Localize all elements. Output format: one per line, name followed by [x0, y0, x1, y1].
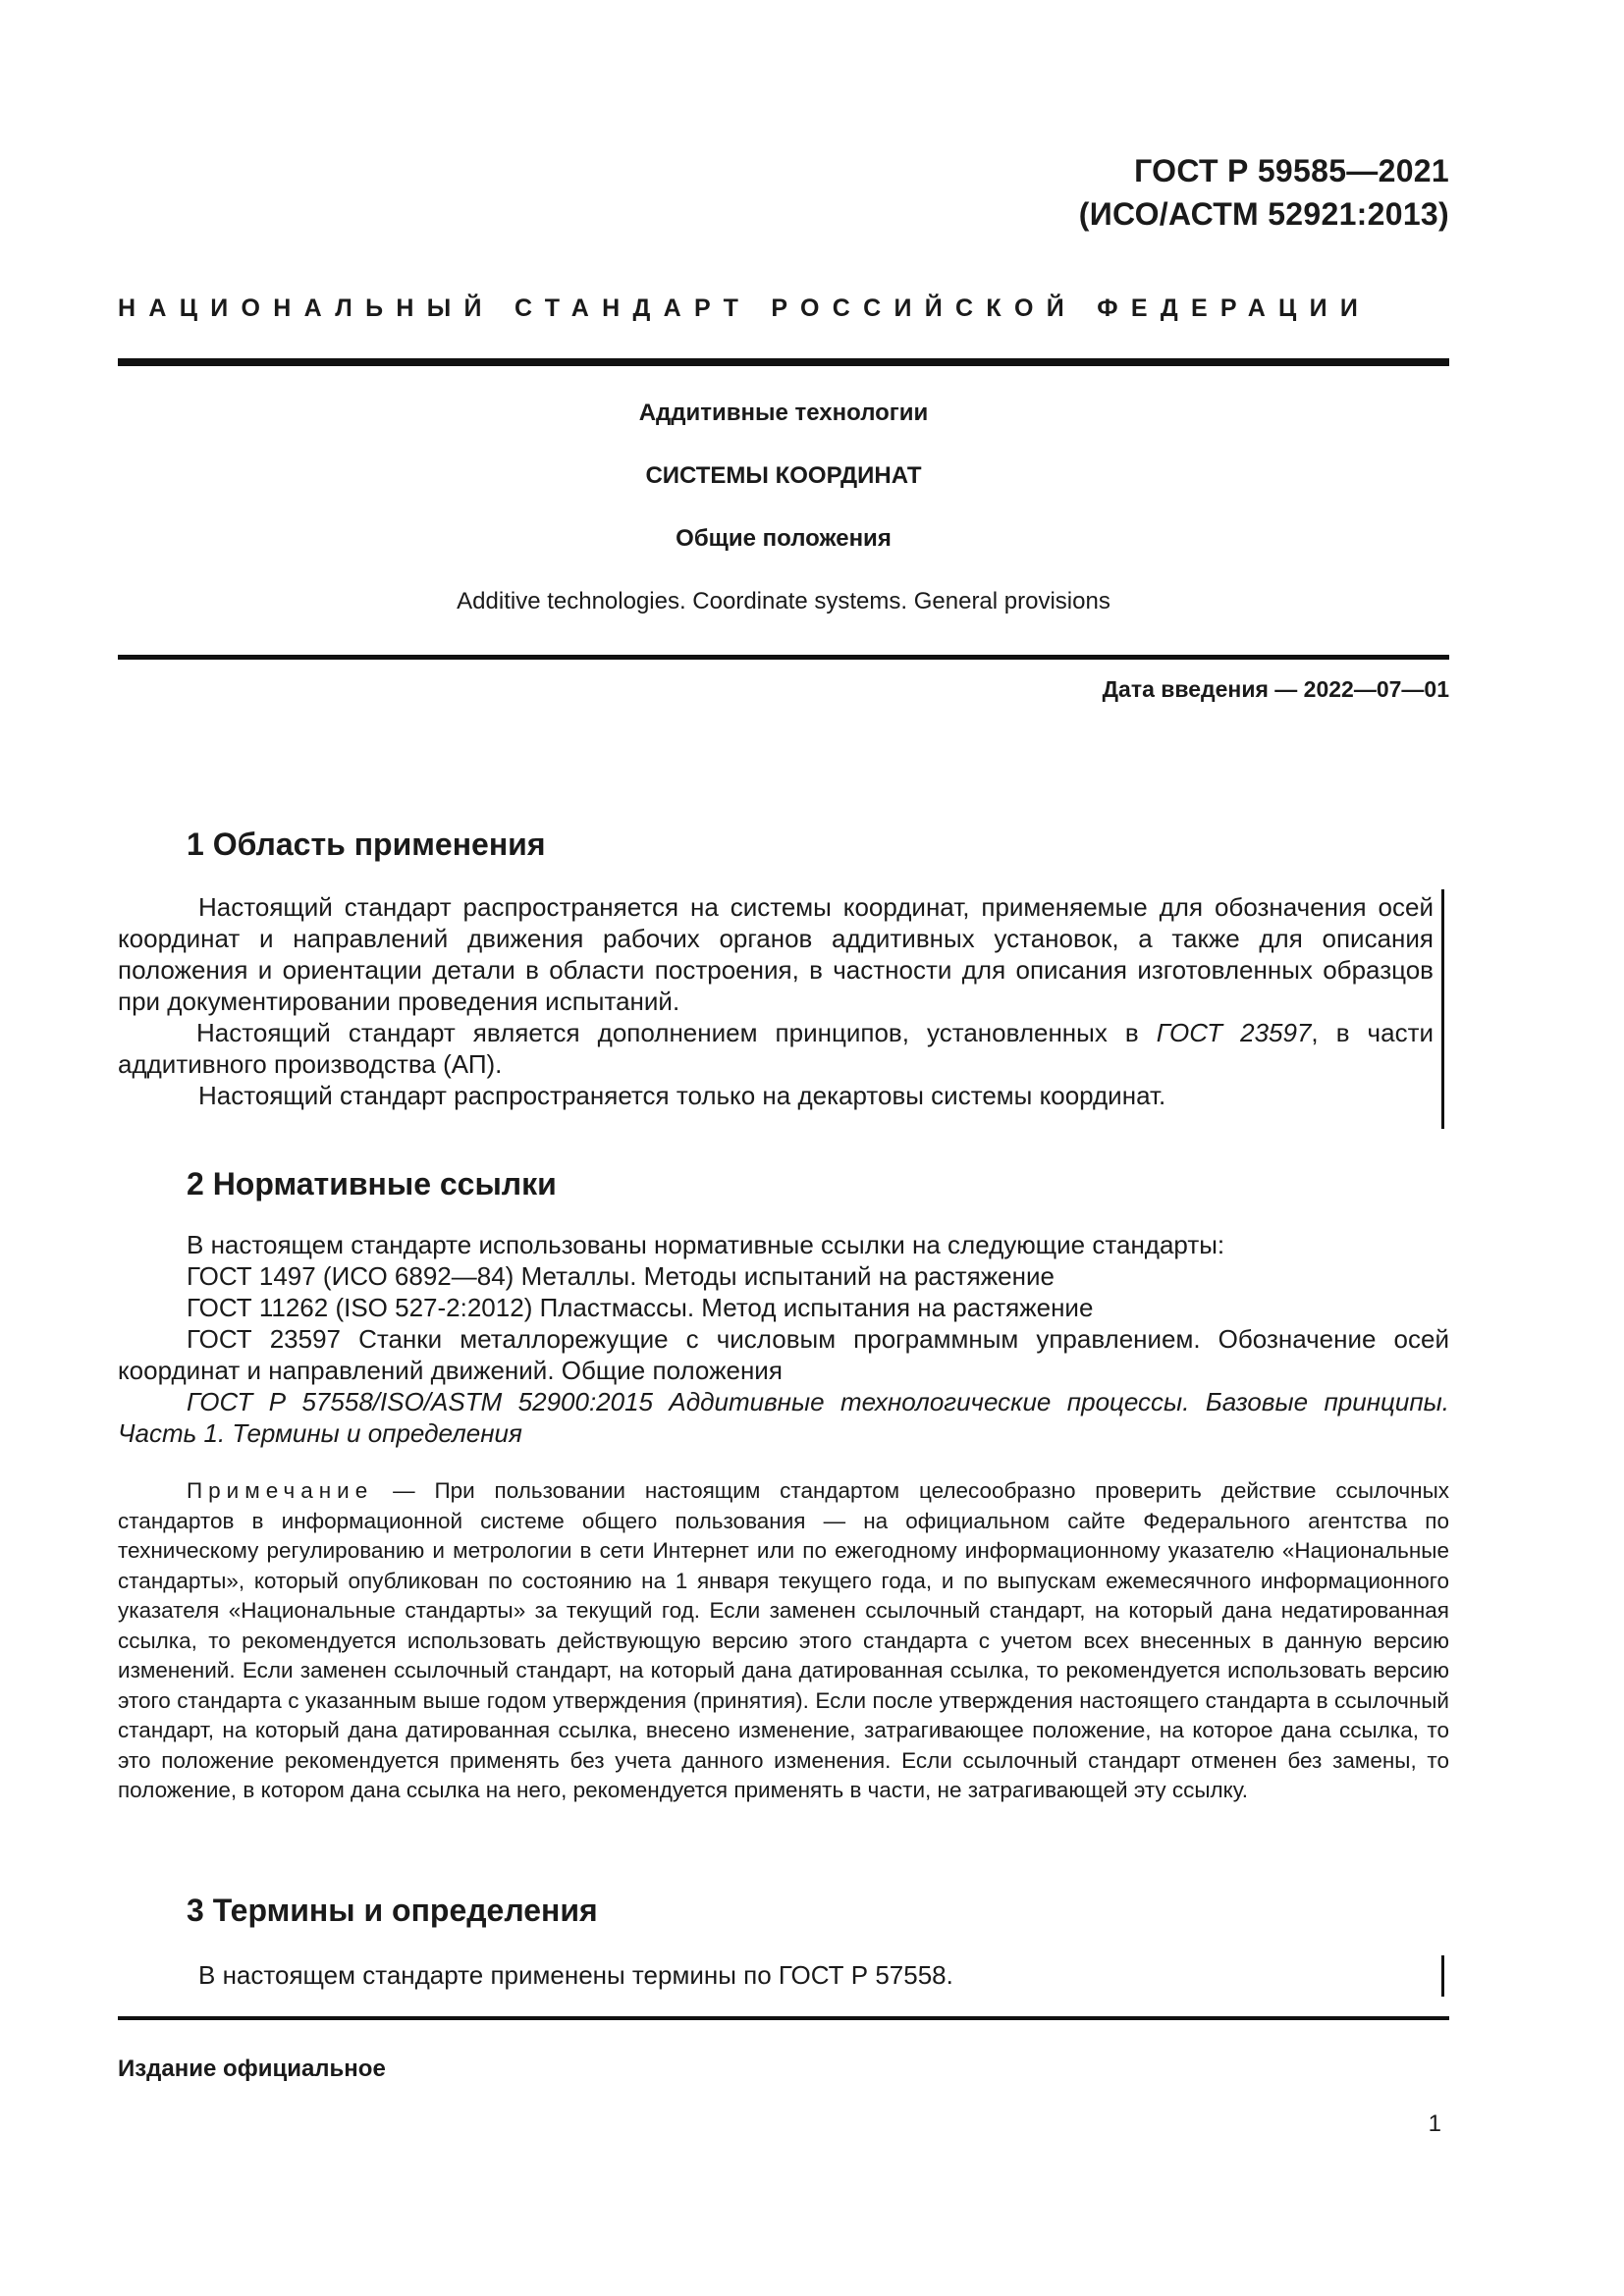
introduction-date: Дата введения — 2022—07—01 — [1102, 676, 1449, 702]
reference-gost-23597: ГОСТ 23597 Станки металлорежущие с числовым программным управлением. Обозначение осей координат и направлений движений. Общие положения — [118, 1324, 1449, 1385]
title-line-1: Аддитивные технологии — [638, 400, 929, 426]
standard-number: ГОСТ Р 59585—2021 — [1134, 153, 1449, 188]
reference-gost-r-57558: ГОСТ Р 57558/ISO/ASTM 52900:2015 Аддитивные технологические процессы. Базовые принципы. Часть 1. Термины и определения — [118, 1387, 1449, 1448]
section-1-paragraph-2-start: Настоящий стандарт является дополнением принципов, установленных в — [196, 1018, 1157, 1047]
section-1-paragraph-1: Настоящий стандарт распространяется на системы координат, применяемые для обозначения осей координат и направлений движения рабочих органов аддитивных установок, а также для описания положения и ориентации детали в области построения, в частности для описания изготовленных образцов при документировании проведения испытаний. — [118, 892, 1434, 1016]
change-bar — [1441, 889, 1444, 1129]
official-edition-label: Издание официальное — [118, 2056, 386, 2082]
section-1-paragraph-3: Настоящий стандарт распространяется только на декартовы системы координат. — [198, 1081, 1166, 1110]
title-line-3: Общие положения — [676, 525, 892, 552]
standard-equivalent: (ИСО/АСТМ 52921:2013) — [1078, 196, 1449, 232]
section-3-heading: 3 Термины и определения — [187, 1893, 598, 1928]
section-3-body — [118, 1959, 1434, 1991]
section-2-intro: В настоящем стандарте использованы нормативные ссылки на следующие стандарты: — [187, 1230, 1225, 1259]
title-line-2: СИСТЕМЫ КООРДИНАТ — [645, 462, 922, 489]
change-bar-2 — [1441, 1955, 1444, 1997]
section-2-body — [118, 1229, 1449, 1449]
gost-23597-reference: ГОСТ 23597 — [1156, 1018, 1312, 1047]
section-1-body — [118, 891, 1434, 1111]
reference-gost-11262: ГОСТ 11262 (ISO 527-2:2012) Пластмассы. Метод испытания на растяжение — [187, 1293, 1094, 1322]
header-rule — [118, 358, 1449, 366]
section-2-note — [118, 1476, 1449, 1806]
national-standard-line: НАЦИОНАЛЬНЫЙ СТАНДАРТ РОССИЙСКОЙ ФЕДЕРАЦИИ — [118, 294, 1372, 322]
section-1-heading: 1 Область применения — [187, 827, 546, 862]
note-text: — При пользовании настоящим стандартом целесообразно проверить действие ссылочных стандартов в информационной системе общего пользования — на официальном сайте Федерального агентства по техническому регулированию и метрологии в сети Интернет или по ежегодному информационному указателю «Национальные стандарты», который опубликован по состоянию на 1 января текущего года, и по выпускам ежемесячного информационного указателя «Национальные стандарты» за текущий год. Если заменен ссылочный стандарт, на который дана недатированная ссылка, то рекомендуется использовать действующую версию этого стандарта с учетом всех внесенных в данную версию изменений. Если заменен ссылочный стандарт, на который дана датированная ссылка, то рекомендуется использовать версию этого стандарта с указанным выше годом утверждения (принятия). Если после утверждения настоящего стандарта в ссылочный стандарт, на который дана датированная ссылка, внесено изменение, затрагивающее положение, на которое дана ссылка, то это положение рекомендуется применять без учета данного изменения. Если ссылочный стандарт отменен без замены, то положение, в котором дана ссылка на него, рекомендуется применять в части, не затрагивающей эту ссылку. — [118, 1478, 1449, 1802]
page-number: 1 — [1428, 2110, 1441, 2137]
section-2-heading: 2 Нормативные ссылки — [187, 1166, 557, 1201]
section-3-paragraph-1: В настоящем стандарте применены термины по ГОСТ Р 57558. — [198, 1960, 953, 1990]
title-rule — [118, 655, 1449, 660]
note-label: Примечание — [187, 1478, 374, 1503]
standard-designation — [1079, 149, 1449, 236]
title-english: Additive technologies. Coordinate systems. General provisions — [457, 588, 1110, 614]
section-1-paragraph-2-end: , в части аддитивного производства (АП). — [118, 1018, 1434, 1079]
section-1-paragraph-2 — [118, 1017, 1434, 1080]
footer-rule — [118, 2016, 1449, 2020]
reference-gost-1497: ГОСТ 1497 (ИСО 6892—84) Металлы. Методы испытаний на растяжение — [187, 1261, 1055, 1291]
